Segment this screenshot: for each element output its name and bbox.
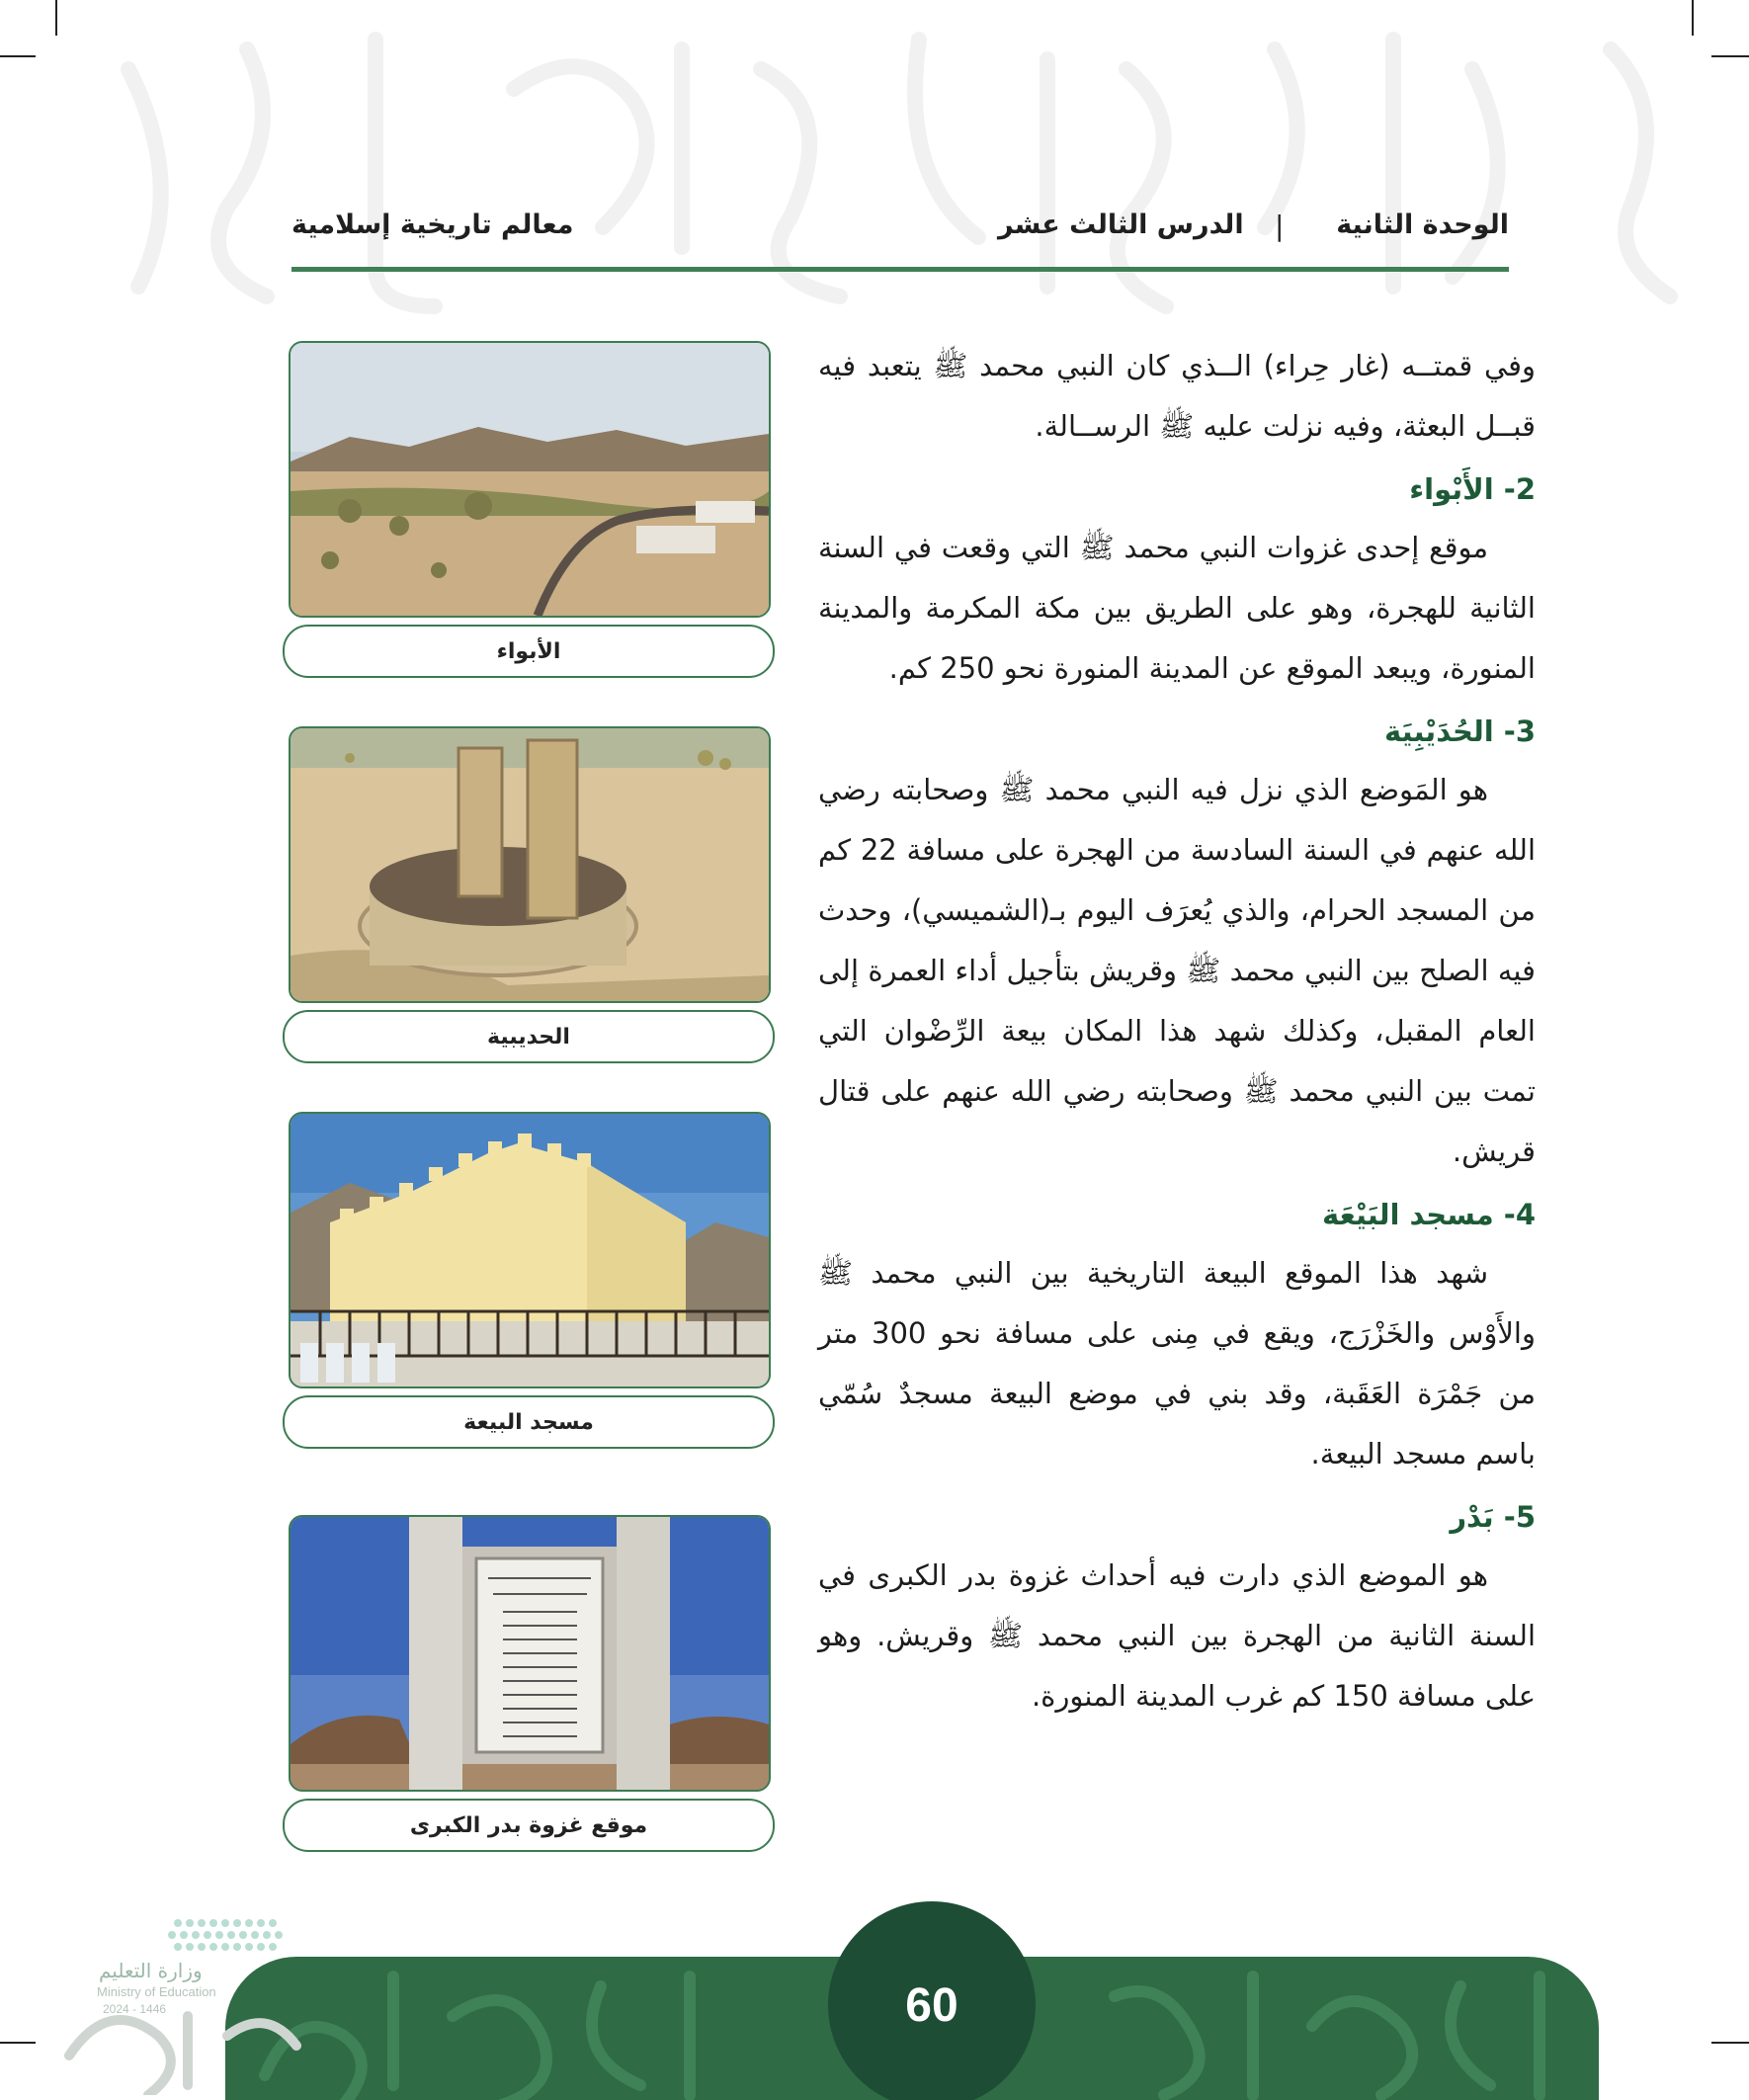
unit-title: الوحدة الثانية <box>1336 210 1509 240</box>
book-title: معالم تاريخية إسلامية <box>292 210 574 240</box>
page-number: 60 <box>905 1978 958 2032</box>
section-text-abwa: موقع إحدى غزوات النبي محمد ﷺ التي وقعت في السنة الثانية للهجرة، وهو على الطريق بين مكة المكرمة والمدينة المنورة، ويبعد الموقع عن المدينة المنورة نحو 250 كم. <box>818 531 1536 685</box>
crop-mark <box>1692 0 1694 36</box>
section-text-hudaybiyah: هو المَوضع الذي نزل فيه النبي محمد ﷺ وصحابته رضي الله عنهم في السنة السادسة من الهجرة على مسافة 22 كم من المسجد الحرام، والذي يُعرَف اليوم بـ(الشميسي)، وحدث فيه الصلح بين النبي محمد ﷺ وقريش بتأجيل أداء العمرة إلى العام المقبل، وكذلك شهد هذا المكان بيعة الرِّضْوان التي تمت بين النبي محمد ﷺ وصحابته رضي الله عنهم على قتال قريش. <box>818 773 1537 1168</box>
crop-mark <box>0 2042 36 2044</box>
crop-mark <box>1711 55 1749 57</box>
section-heading-hudaybiyah: 3- الحُدَيْبِيَة <box>1384 714 1536 748</box>
intro-paragraph: وفي قمتــه (غار حِراء) الــذي كان النبي محمد ﷺ يتعبد فيه قبــل البعثة، وفيه نزلت عليه ﷺ الرســالة. <box>818 349 1536 443</box>
ministry-year: 2024 - 1446 <box>103 2002 167 2016</box>
ministry-name-en: Ministry of Education <box>97 1984 216 1999</box>
section-heading-badr: 5- بَدْر <box>1450 1500 1536 1534</box>
caption-bayah-mosque: مسجد البيعة <box>283 1395 775 1449</box>
crop-mark <box>0 55 36 57</box>
crop-mark <box>1711 2042 1749 2044</box>
crop-mark <box>55 0 57 36</box>
ministry-logo-icon <box>59 1907 326 2095</box>
ministry-name: وزارة التعليم <box>99 1959 203 1982</box>
header-rule <box>292 267 1509 272</box>
section-text-bayah-mosque: شهد هذا الموقع البيعة التاريخية بين النبي محمد ﷺ والأَوْس والخَزْرَج، ويقع في مِنى على مسافة نحو 300 متر من جَمْرَة العَقَبة، وقد بني في موضع البيعة مسجدٌ سُمّي باسم مسجد البيعة. <box>818 1256 1536 1470</box>
calligraphy-background <box>49 10 1749 336</box>
section-heading-abwa: 2- الأَبْواء <box>1409 472 1536 506</box>
caption-abwa: الأبواء <box>283 625 775 678</box>
section-heading-bayah-mosque: 4- مسجد البَيْعَة <box>1322 1198 1536 1231</box>
photo-hudaybiyah <box>289 726 771 1003</box>
header-separator: | <box>1275 210 1285 242</box>
caption-badr: موقع غزوة بدر الكبرى <box>283 1799 775 1852</box>
caption-hudaybiyah: الحديبية <box>283 1010 775 1063</box>
photo-badr <box>289 1515 771 1792</box>
main-text-column <box>818 336 1536 1726</box>
photo-abwa <box>289 341 771 618</box>
page-number-badge <box>828 1901 1036 2100</box>
lesson-title: الدرس الثالث عشر <box>998 210 1244 240</box>
section-text-badr: هو الموضع الذي دارت فيه أحداث غزوة بدر الكبرى في السنة الثانية من الهجرة بين النبي محمد ﷺ وقريش. وهو على مسافة 150 كم غرب المدينة المنورة. <box>818 1558 1536 1713</box>
photo-bayah-mosque <box>289 1112 771 1388</box>
